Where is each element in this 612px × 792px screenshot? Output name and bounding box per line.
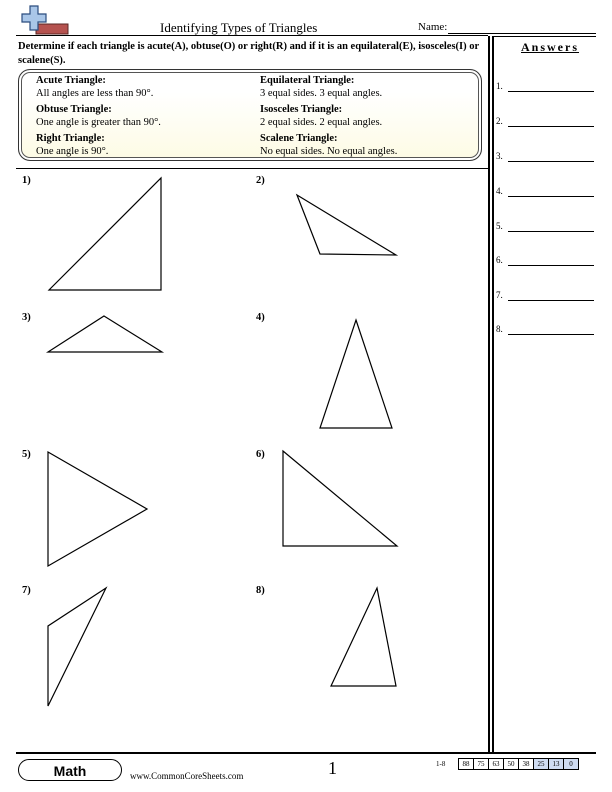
triangle-4 (320, 320, 392, 428)
triangle-1 (49, 178, 161, 290)
definition-desc: No equal sides. No equal angles. (260, 145, 398, 157)
triangle-7 (48, 588, 106, 706)
definition-desc: One angle is 90°. (36, 145, 109, 157)
answer-line[interactable] (508, 231, 594, 232)
definition-term: Obtuse Triangle: (36, 104, 112, 115)
score-cell: 50 (503, 758, 518, 770)
column-divider (488, 36, 490, 752)
answer-line[interactable] (508, 334, 594, 335)
answer-number: 8. (496, 324, 503, 334)
name-label: Name: (418, 21, 448, 33)
score-cell: 75 (473, 758, 488, 770)
answer-number: 3. (496, 151, 503, 161)
triangle-6 (283, 451, 397, 546)
answer-number: 2. (496, 116, 503, 126)
definition-desc: 3 equal sides. 3 equal angles. (260, 87, 383, 99)
definition-term: Isosceles Triangle: (260, 104, 343, 115)
definition-term: Scalene Triangle: (260, 133, 338, 144)
problem-number: 5) (22, 449, 31, 460)
definition-desc: All angles are less than 90°. (36, 87, 154, 99)
triangle-3 (48, 316, 162, 352)
triangle-5 (48, 452, 147, 566)
column-divider (492, 36, 494, 752)
definition-desc: One angle is greater than 90°. (36, 116, 161, 128)
score-cell: 13 (548, 758, 563, 770)
problem-number: 6) (256, 449, 265, 460)
definition-desc: 2 equal sides. 2 equal angles. (260, 116, 383, 128)
answer-line[interactable] (508, 300, 594, 301)
answer-line[interactable] (508, 265, 594, 266)
score-cell: 38 (518, 758, 533, 770)
answer-line[interactable] (508, 196, 594, 197)
score-cell: 0 (563, 758, 579, 770)
answer-line[interactable] (508, 126, 594, 127)
score-range-label: 1-8 (436, 760, 446, 768)
problem-number: 3) (22, 312, 31, 323)
answer-number: 5. (496, 221, 503, 231)
answer-line[interactable] (508, 161, 594, 162)
score-cell: 63 (488, 758, 503, 770)
definition-term: Acute Triangle: (36, 75, 106, 86)
score-table (436, 758, 579, 770)
answer-number: 6. (496, 255, 503, 265)
score-cell: 88 (458, 758, 473, 770)
answer-number: 4. (496, 186, 503, 196)
score-cell: 25 (533, 758, 548, 770)
footer-rule (16, 752, 596, 754)
answers-title-rule (494, 36, 596, 37)
definition-term: Right Triangle: (36, 133, 105, 144)
subject-badge: Math (18, 759, 122, 781)
answers-title: Answers (521, 40, 579, 54)
answer-number: 1. (496, 81, 503, 91)
problem-number: 2) (256, 175, 265, 186)
problem-number: 1) (22, 175, 31, 186)
page-number: 1 (328, 758, 337, 778)
problem-number: 8) (256, 585, 265, 596)
triangle-8 (331, 588, 396, 686)
answer-line[interactable] (508, 91, 594, 92)
footer-url[interactable]: www.CommonCoreSheets.com (130, 771, 244, 781)
instructions: Determine if each triangle is acute(A), obtuse(O) or right(R) and if it is an equilateral(E), isosceles(I) or scalene(S). (18, 41, 479, 66)
problem-number: 4) (256, 312, 265, 323)
definition-term: Equilateral Triangle: (260, 75, 355, 86)
problem-number: 7) (22, 585, 31, 596)
worksheet-title: Identifying Types of Triangles (160, 20, 318, 35)
triangle-2 (297, 195, 396, 255)
answer-number: 7. (496, 290, 503, 300)
